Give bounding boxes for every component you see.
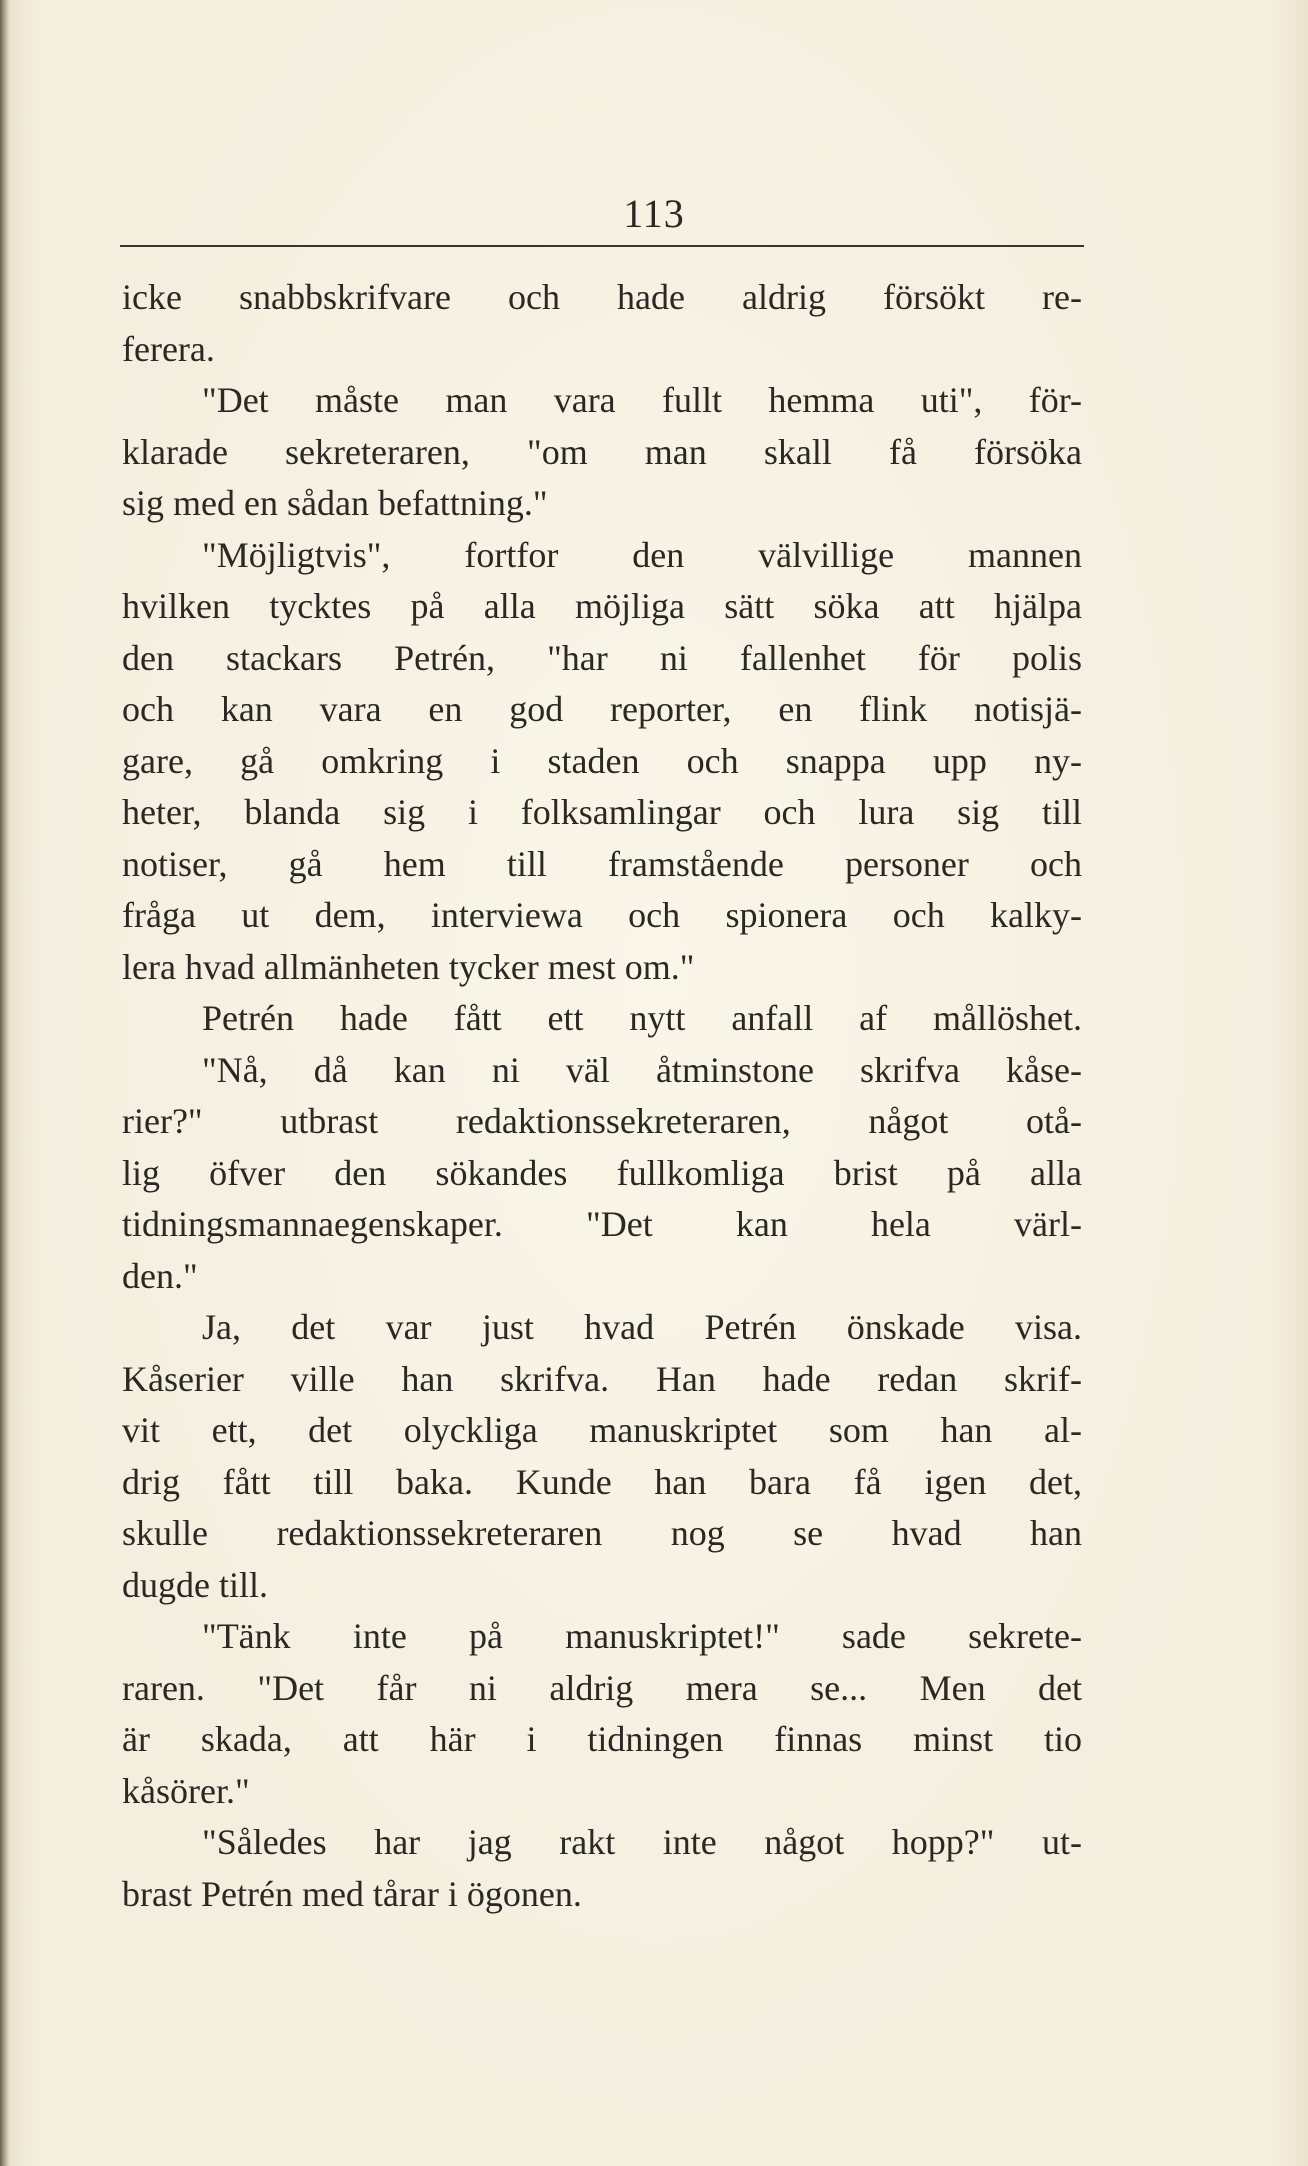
text-line: dugde till.	[122, 1564, 268, 1605]
text-line: drig fått till baka. Kunde han bara få igen det,	[122, 1461, 1082, 1502]
text-line: den."	[122, 1255, 198, 1296]
text-line: hvilken tycktes på alla möjliga sätt söka att hjälpa	[122, 586, 1082, 626]
text-line: "Således har jag rakt inte något hopp?" ut-	[202, 1822, 1082, 1862]
text-line: raren. "Det får ni aldrig mera se... Men det	[122, 1667, 1082, 1708]
text-line: brast Petrén med tårar i ögonen.	[122, 1873, 582, 1914]
page-binding-edge	[0, 0, 10, 2166]
text-line: "Nå, då kan ni väl åtminstone skrifva kåse-	[202, 1049, 1082, 1090]
text-line: gare, gå omkring i staden och snappa upp ny-	[122, 740, 1082, 781]
text-line: "Det måste man vara fullt hemma uti", för-	[202, 380, 1082, 420]
text-line: Kåserier ville han skrifva. Han hade redan skrif-	[122, 1358, 1082, 1399]
text-line: icke snabbskrifvare och hade aldrig försökt re-	[122, 277, 1082, 317]
text-line: heter, blanda sig i folksamlingar och lura sig till	[122, 792, 1082, 832]
text-line: kåsörer."	[122, 1770, 250, 1811]
text-line: ferera.	[122, 328, 215, 369]
page-number: 113	[623, 191, 685, 236]
text-line: är skada, att här i tidningen finnas minst tio	[122, 1719, 1082, 1759]
text-line: klarade sekreteraren, "om man skall få försöka	[122, 431, 1082, 472]
text-line: Petrén hade fått ett nytt anfall af mållöshet.	[202, 998, 1082, 1038]
text-line: lera hvad allmänheten tycker mest om."	[122, 946, 695, 987]
text-line: "Tänk inte på manuskriptet!" sade sekrete-	[202, 1616, 1082, 1656]
text-line: den stackars Petrén, "har ni fallenhet för polis	[122, 637, 1082, 678]
text-line: skulle redaktionssekreteraren nog se hvad han	[122, 1513, 1082, 1553]
body-text	[122, 272, 1082, 1920]
text-line: sig med en sådan befattning."	[122, 483, 548, 523]
text-line: rier?" utbrast redaktionssekreteraren, något otå-	[122, 1101, 1082, 1141]
text-line: tidningsmannaegenskaper. "Det kan hela värl-	[122, 1204, 1082, 1244]
header-rule	[120, 245, 1084, 247]
text-line: fråga ut dem, interviewa och spionera och kalky-	[122, 895, 1082, 935]
text-line: Ja, det var just hvad Petrén önskade visa.	[202, 1307, 1082, 1347]
text-line: "Möjligtvis", fortfor den välvillige mannen	[202, 534, 1082, 575]
text-line: vit ett, det olyckliga manuskriptet som han al-	[122, 1410, 1082, 1450]
text-line: och kan vara en god reporter, en flink notisjä-	[122, 689, 1082, 729]
text-line: notiser, gå hem till framstående personer och	[122, 843, 1082, 884]
text-line: lig öfver den sökandes fullkomliga brist på alla	[122, 1152, 1082, 1193]
